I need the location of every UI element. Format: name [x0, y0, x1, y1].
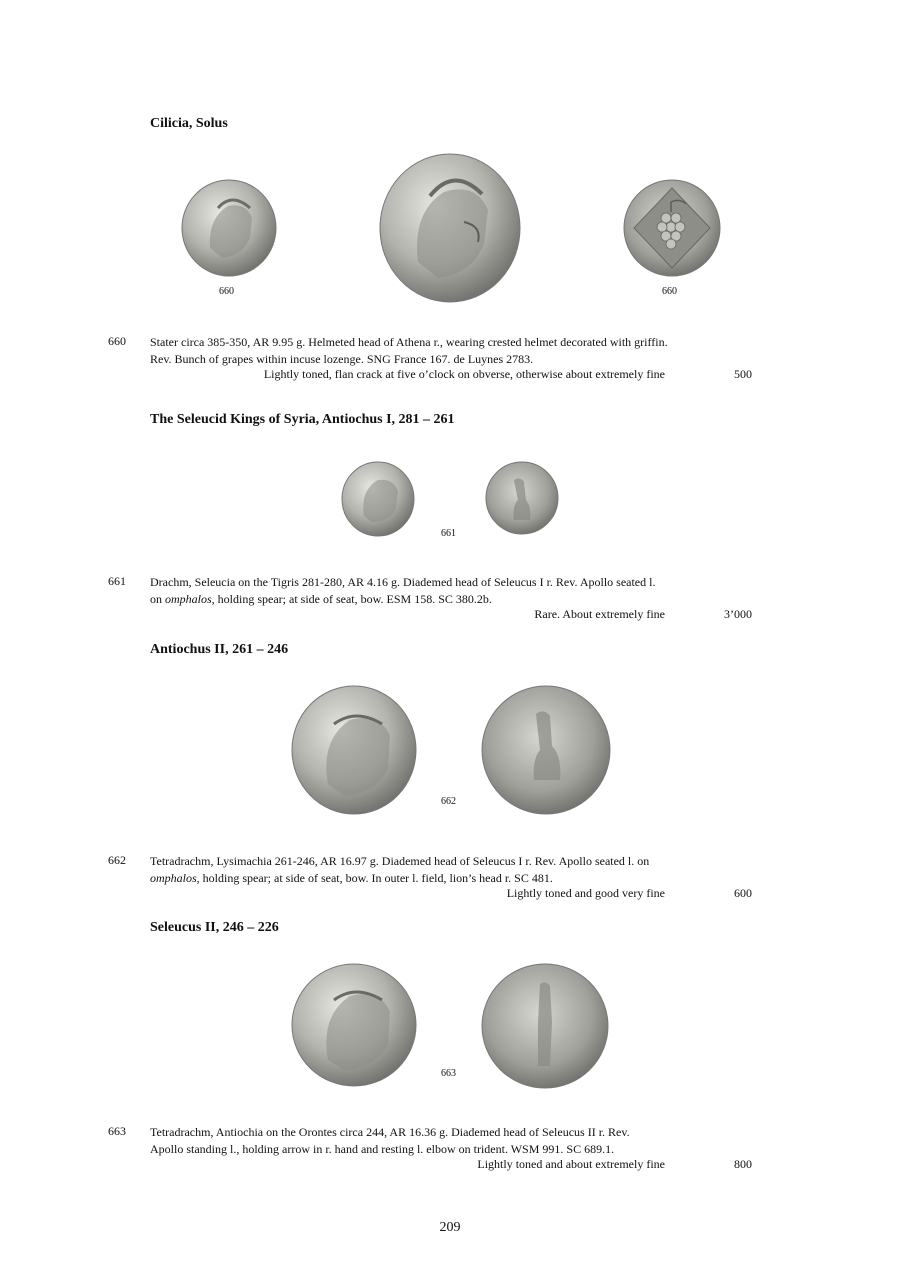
- coin-660-reverse: [622, 178, 722, 278]
- lot-number: 662: [108, 853, 126, 867]
- section-heading-antiochus-i: The Seleucid Kings of Syria, Antiochus I, 281 – 261: [150, 412, 455, 427]
- lot-price: 600: [734, 886, 752, 900]
- coin-660-obverse-large: [378, 152, 522, 304]
- lot-number: 660: [108, 334, 126, 348]
- lot-condition: Rare. About extremely fine: [534, 607, 665, 621]
- coin-663-obverse: [290, 962, 418, 1088]
- lot-description: Tetradrachm, Lysimachia 261-246, AR 16.97 g. Diademed head of Seleucus I r. Rev. Apollo seated l. on omphalos, holding spear; at side of seat, bow. In outer l. field, lion’s head r. SC 481.: [150, 854, 650, 885]
- coin-663-reverse: [480, 962, 610, 1090]
- coin-661-reverse: [484, 460, 560, 536]
- lot-price: 3’000: [724, 607, 752, 621]
- figure-number: 662: [441, 796, 456, 807]
- lot-description: Drachm, Seleucia on the Tigris 281-280, AR 4.16 g. Diademed head of Seleucus I r. Rev. Apollo seated l. on omphalos, holding spear; at side of seat, bow. ESM 158. SC 380.2b.: [150, 575, 656, 606]
- figure-number: 663: [441, 1068, 456, 1079]
- lot-condition: Lightly toned and about extremely fine: [477, 1157, 665, 1171]
- lot-price: 800: [734, 1157, 752, 1171]
- lot-description: Stater circa 385-350, AR 9.95 g. Helmeted head of Athena r., wearing crested helmet decorated with griffin. Rev. Bunch of grapes within incuse lozenge. SNG France 167. de Luynes 2783.: [150, 335, 668, 366]
- lot-condition: Lightly toned, flan crack at five o’clock on obverse, otherwise about extremely fine: [263, 367, 665, 381]
- section-heading-seleucus-ii: Seleucus II, 246 – 226: [150, 920, 279, 935]
- section-heading-antiochus-ii: Antiochus II, 261 – 246: [150, 642, 289, 657]
- figure-number: 660: [662, 286, 677, 297]
- lot-number: 663: [108, 1124, 126, 1138]
- figure-number: 661: [441, 528, 456, 539]
- page-number: 209: [439, 1220, 461, 1235]
- lot-description: Tetradrachm, Antiochia on the Orontes circa 244, AR 16.36 g. Diademed head of Seleucus II r. Rev. Apollo standing l., holding arrow in r. hand and resting l. elbow on trident. WSM 991. SC 689.1.: [150, 1125, 630, 1156]
- coin-660-obverse-small: [180, 178, 278, 278]
- coin-662-obverse: [290, 684, 418, 816]
- section-heading-cilicia: Cilicia, Solus: [150, 116, 228, 131]
- coin-661-obverse: [340, 460, 416, 538]
- lot-condition: Lightly toned and good very fine: [506, 886, 665, 900]
- lot-number: 661: [108, 574, 126, 588]
- figure-number: 660: [219, 286, 234, 297]
- coin-662-reverse: [480, 684, 612, 816]
- lot-price: 500: [734, 367, 752, 381]
